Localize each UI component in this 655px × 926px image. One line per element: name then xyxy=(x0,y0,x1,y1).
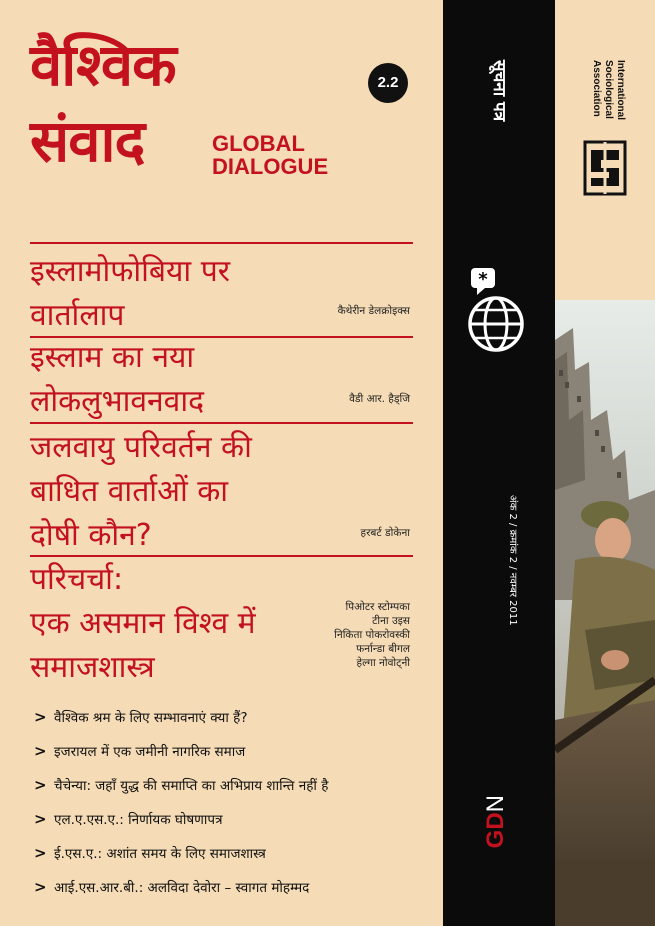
author-name: पिओटर स्टोम्पका xyxy=(345,601,410,613)
masthead-hindi-line2: संवाद xyxy=(30,107,145,175)
isa-logo-icon xyxy=(583,140,627,196)
feature-author-3 xyxy=(361,526,410,540)
cover-photo xyxy=(555,300,655,926)
list-item-label: वैश्विक श्रम के लिए सम्भावनाएं क्या हैं? xyxy=(54,710,248,726)
isa-line: Sociological xyxy=(603,60,614,119)
gdn-logo xyxy=(484,795,508,848)
feature-headline-3[interactable] xyxy=(30,426,252,558)
headline-line: जलवायु परिवर्तन की xyxy=(30,430,252,465)
author-name: वैडी आर. हैड्जि xyxy=(349,393,410,405)
isa-wordmark xyxy=(590,60,626,120)
masthead-english xyxy=(212,132,328,178)
chevron-right-icon: > xyxy=(34,742,47,760)
author-name: हरबर्ट डोकेना xyxy=(360,527,410,539)
headline-line: समाजशास्त्र xyxy=(30,650,155,685)
chevron-right-icon: > xyxy=(34,810,47,828)
headline-line: इस्लाम का नया xyxy=(30,340,195,375)
list-item-label: आई.एस.आर.बी.: अलविदा देवोरा – स्वागत मोहम्मद xyxy=(54,880,310,896)
author-name: कैथेरीन डेलक्रोइक्स xyxy=(337,305,410,317)
author-name: फर्नान्डा बीगल xyxy=(356,643,410,655)
headline-line: वार्तालाप xyxy=(30,298,125,333)
issue-info: अंक 2 / क्रमांक 2 / नवम्बर 2011 xyxy=(507,495,518,626)
author-name: टीना उइस xyxy=(372,615,410,627)
gdn-red: GD xyxy=(482,812,509,849)
feature-author-1 xyxy=(338,304,410,318)
spine-label: सूचना पत्र xyxy=(489,60,509,122)
issue-badge: 2.2 xyxy=(368,63,408,103)
chevron-right-icon: > xyxy=(34,708,47,726)
contents-list xyxy=(34,700,424,904)
masthead-hindi-line1: वैश्विक xyxy=(30,31,176,99)
author-name: निकिता पोकरोवस्की xyxy=(334,629,410,641)
chevron-right-icon: > xyxy=(34,776,47,794)
feature-headline-1[interactable] xyxy=(30,250,230,338)
masthead-english-line1: GLOBAL xyxy=(212,131,305,156)
svg-text:*: * xyxy=(478,269,488,290)
feature-author-2 xyxy=(349,392,410,406)
divider-rule xyxy=(30,242,413,244)
list-item[interactable] xyxy=(34,734,424,768)
isa-line: Association xyxy=(591,60,602,117)
headline-line: एक असमान विश्व में xyxy=(30,606,256,641)
headline-line: परिचर्चा: xyxy=(30,562,124,597)
list-item[interactable] xyxy=(34,870,424,904)
list-item[interactable] xyxy=(34,836,424,870)
globe-speech-icon xyxy=(463,262,529,362)
list-item[interactable] xyxy=(34,802,424,836)
chevron-right-icon: > xyxy=(34,878,47,896)
list-item[interactable] xyxy=(34,700,424,734)
author-name: हेल्गा नोवोट्नी xyxy=(356,657,410,669)
divider-rule xyxy=(30,422,413,424)
spine-band xyxy=(443,0,555,926)
headline-line: लोकलुभावनवाद xyxy=(30,384,205,419)
feature-headline-2[interactable] xyxy=(30,336,204,424)
headline-line: दोषी कौन? xyxy=(30,518,152,553)
feature-headline-4[interactable] xyxy=(30,558,256,690)
feature-author-4 xyxy=(334,600,410,670)
gdn-white: N xyxy=(482,795,509,813)
headline-line: बाधित वार्ताओं का xyxy=(30,474,229,509)
chevron-right-icon: > xyxy=(34,844,47,862)
list-item-label: चैचेन्या: जहाँ युद्ध की समाप्ति का अभिप्राय शान्ति नहीं है xyxy=(54,778,329,794)
list-item[interactable] xyxy=(34,768,424,802)
isa-line: International xyxy=(615,60,626,121)
masthead-english-line2: DIALOGUE xyxy=(212,154,329,179)
list-item-label: इजरायल में एक जमीनी नागरिक समाज xyxy=(54,744,246,760)
list-item-label: एल.ए.एस.ए.: निर्णायक घोषणापत्र xyxy=(54,812,223,828)
list-item-label: ई.एस.ए.: अशांत समय के लिए समाजशास्त्र xyxy=(54,846,266,862)
headline-line: इस्लामोफोबिया पर xyxy=(30,254,231,289)
divider-rule xyxy=(30,555,413,557)
